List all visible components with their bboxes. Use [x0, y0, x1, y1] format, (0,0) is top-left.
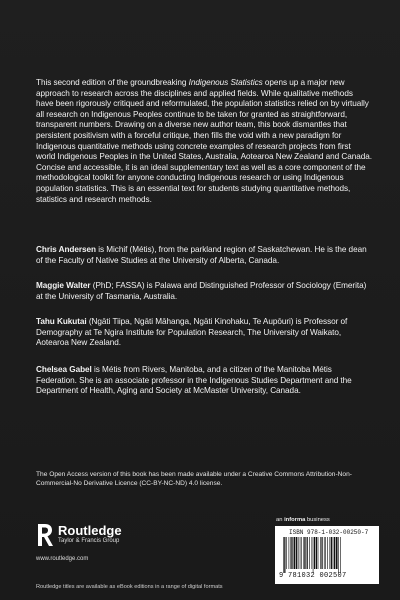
author-name: Chris Andersen	[36, 245, 96, 254]
barcode-bar	[325, 537, 326, 569]
author-bio-text: (PhD; FASSA) is Palawa and Distinguished Professor of Sociology (Emerita) at the University of Tasmania, Australia.	[36, 281, 367, 301]
routledge-r-icon	[36, 522, 54, 548]
description-text-start: This second edition of the groundbreaking	[36, 78, 189, 87]
ebook-notice: Routledge titles are available as eBook editions in a range of digital formats	[36, 584, 223, 590]
barcode-bar	[284, 537, 285, 573]
barcode-bar	[298, 537, 299, 569]
barcode-bar	[312, 537, 313, 569]
barcode-bar	[336, 537, 338, 569]
author-name: Tahu Kukutai	[36, 317, 87, 326]
barcode-bar	[333, 537, 334, 569]
barcode-icon	[283, 537, 373, 573]
barcode-digits: 9 781032 002507	[279, 572, 347, 580]
author-bio-walter	[36, 281, 372, 302]
barcode-bar	[309, 537, 310, 569]
barcode-bar	[313, 537, 314, 573]
informa-tagline	[276, 517, 330, 523]
informa-prefix: an	[276, 517, 285, 523]
isbn-label: ISBN 978-1-032-00250-7	[289, 529, 369, 536]
barcode-bar	[283, 537, 284, 573]
barcode-bar	[330, 537, 331, 569]
book-title-italic: Indigenous Statistics	[188, 78, 263, 87]
isbn-barcode-block	[275, 526, 379, 584]
barcode-bar	[300, 537, 301, 569]
informa-suffix: business	[305, 517, 330, 523]
barcode-bar	[327, 537, 328, 569]
author-bio-text: is Métis from Rivers, Manitoba, and a citizen of the Manitoba Métis Federation. She is an associate professor in the Indigenous Studies Department and the Department of Health, Aging and Society at McMaster University, Canada.	[36, 365, 352, 396]
barcode-bar	[289, 537, 290, 569]
author-bio-kukutai	[36, 317, 372, 349]
open-access-notice: The Open Access version of this book has been made available under a Creative Commons Attribution-Non-Commercial-No Derivative Licence (CC-BY-NC-ND) 4.0 license.	[36, 471, 352, 487]
barcode-bar	[334, 537, 335, 569]
author-name: Chelsea Gabel	[36, 365, 92, 374]
barcode-bar	[286, 537, 287, 569]
barcode-bar	[296, 537, 297, 569]
publisher-name: Routledge	[58, 523, 122, 538]
barcode-bar	[303, 537, 304, 569]
author-bio-andersen	[36, 245, 372, 266]
author-name: Maggie Walter	[36, 281, 91, 290]
barcode-bar	[307, 537, 308, 569]
barcode-bar	[301, 537, 302, 569]
barcode-bar	[316, 537, 317, 569]
barcode-bar	[305, 537, 306, 569]
book-description	[36, 78, 372, 205]
barcode-bar	[314, 537, 315, 569]
publisher-url: www.routledge.com	[36, 556, 89, 562]
description-text-end: opens up a major new approach to research across the disciplines and applied fields. While qualitative methods have been rigorously critiqued and reformulated, the population statistics relied on by virtually all research on Indigenous Peoples continue to be taken for granted as straightforward, transparent numbers. Drawing on a diverse new author team, this book dismantles that persistent positivism with a forceful critique, then fills the void with a new paradigm for Indigenous quantitative methods using concrete examples of research projects from first world Indigenous Peoples in the United States, Australia, Aotearoa New Zealand and Canada. Concise and accessible, it is an ideal supplementary text as well as a core component of the methodological toolkit for anyone conducting Indigenous research or using Indigenous population statistics. This is an essential text for students studying quantitative methods, statistics and research methods.	[36, 78, 372, 204]
author-bio-text: is Michif (Métis), from the parkland region of Saskatchewan. He is the dean of the Faculty of Native Studies at the University of Alberta, Canada.	[36, 245, 367, 265]
barcode-bar	[318, 537, 319, 569]
barcode-bar	[340, 537, 341, 573]
barcode-bar	[338, 537, 339, 573]
author-bio-text: (Ngāti Tiipa, Ngāti Māhanga, Ngāti Kinohaku, Te Aupōuri) is Professor of Demography at Te Ngira Institute for Population Research, The University of Waikato, Aotearoa New Zealand.	[36, 317, 348, 348]
barcode-bar	[294, 537, 296, 569]
routledge-logo	[36, 522, 122, 550]
barcode-bar	[292, 537, 293, 569]
barcode-bar	[324, 537, 325, 569]
author-bio-gabel	[36, 365, 372, 397]
barcode-bar	[331, 537, 332, 569]
barcode-bar	[320, 537, 321, 569]
informa-brand: informa	[284, 517, 306, 523]
publisher-group: Taylor & Francis Group	[58, 538, 120, 544]
barcode-bar	[321, 537, 322, 569]
barcode-bar	[290, 537, 291, 569]
